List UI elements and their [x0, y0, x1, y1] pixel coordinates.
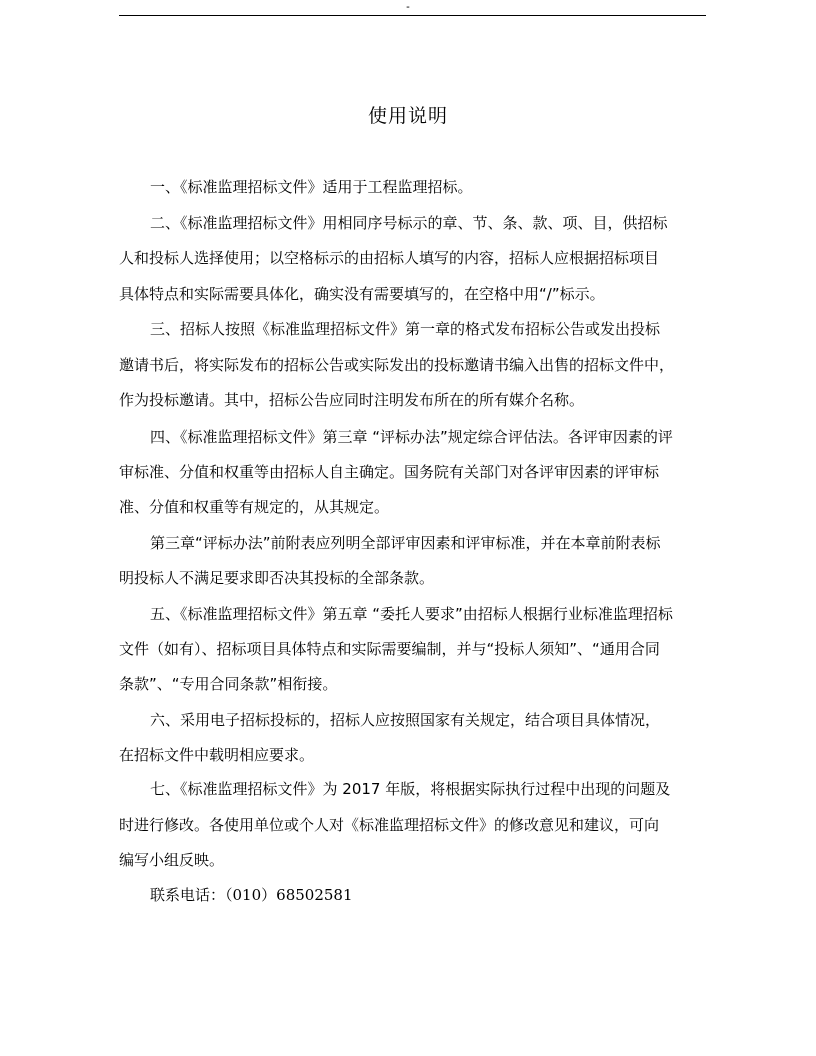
paragraph-4-line-2: 审标准、分值和权重等由招标人自主确定。国务院有关部门对各评审因素的评审标 — [119, 463, 660, 481]
paragraph-2-line-2: 人和投标人选择使用；以空格标示的由招标人填写的内容，招标人应根据招标项目 — [119, 249, 660, 267]
paragraph-1-line-1: 一、《标准监理招标文件》适用于工程监理招标。 — [150, 178, 473, 196]
header-mark: - — [406, 1, 410, 13]
contact-label: 联系电话： — [150, 886, 226, 904]
paragraph-3-line-1: 三、招标人按照《标准监理招标文件》第一章的格式发布招标公告或发出投标 — [150, 320, 661, 338]
paragraph-5-line-1: 第三章“评标办法”前附表应列明全部评审因素和评审标准，并在本章前附表标 — [150, 534, 661, 552]
contact-phone-number: （010）68502581 — [225, 886, 353, 904]
paragraph-2-line-1: 二、《标准监理招标文件》用相同序号标示的章、节、条、款、项、目，供招标 — [150, 214, 668, 232]
paragraph-8-line-1: 七、《标准监理招标文件》为 2017 年版，将根据实际执行过程中出现的问题及 — [150, 780, 671, 798]
paragraph-7-line-2: 在招标文件中载明相应要求。 — [119, 746, 315, 764]
paragraph-4-line-1: 四、《标准监理招标文件》第三章 “评标办法”规定综合评估法。各评审因素的评 — [150, 428, 673, 446]
paragraph-6-line-2: 文件（如有）、招标项目具体特点和实际需要编制，并与“投标人须知”、“通用合同 — [119, 640, 660, 658]
paragraph-8-line-3: 编写小组反映。 — [119, 851, 225, 869]
document-title: 使用说明 — [367, 105, 448, 127]
paragraph-3-line-2: 邀请书后，将实际发布的招标公告或实际发出的投标邀请书编入出售的招标文件中， — [119, 356, 675, 374]
paragraph-7-line-1: 六、采用电子招标投标的，招标人应按照国家有关规定，结合项目具体情况， — [150, 711, 661, 729]
contact-line — [150, 884, 353, 906]
paragraph-6-line-1: 五、《标准监理招标文件》第五章 “委托人要求”由招标人根据行业标准监理招标 — [150, 605, 673, 623]
header-rule — [119, 15, 706, 16]
paragraph-5-line-2: 明投标人不满足要求即否决其投标的全部条款。 — [119, 569, 435, 587]
paragraph-6-line-3: 条款”、“专用合同条款”相衔接。 — [119, 675, 338, 693]
paragraph-4-line-3: 准、分值和权重等有规定的，从其规定。 — [119, 498, 390, 516]
paragraph-8-line-2: 时进行修改。各使用单位或个人对《标准监理招标文件》的修改意见和建议，可向 — [119, 816, 660, 834]
paragraph-3-line-3: 作为投标邀请。其中，招标公告应同时注明发布所在的所有媒介名称。 — [119, 391, 585, 409]
paragraph-2-line-3: 具体特点和实际需要具体化，确实没有需要填写的，在空格中用“/”标示。 — [119, 285, 605, 303]
